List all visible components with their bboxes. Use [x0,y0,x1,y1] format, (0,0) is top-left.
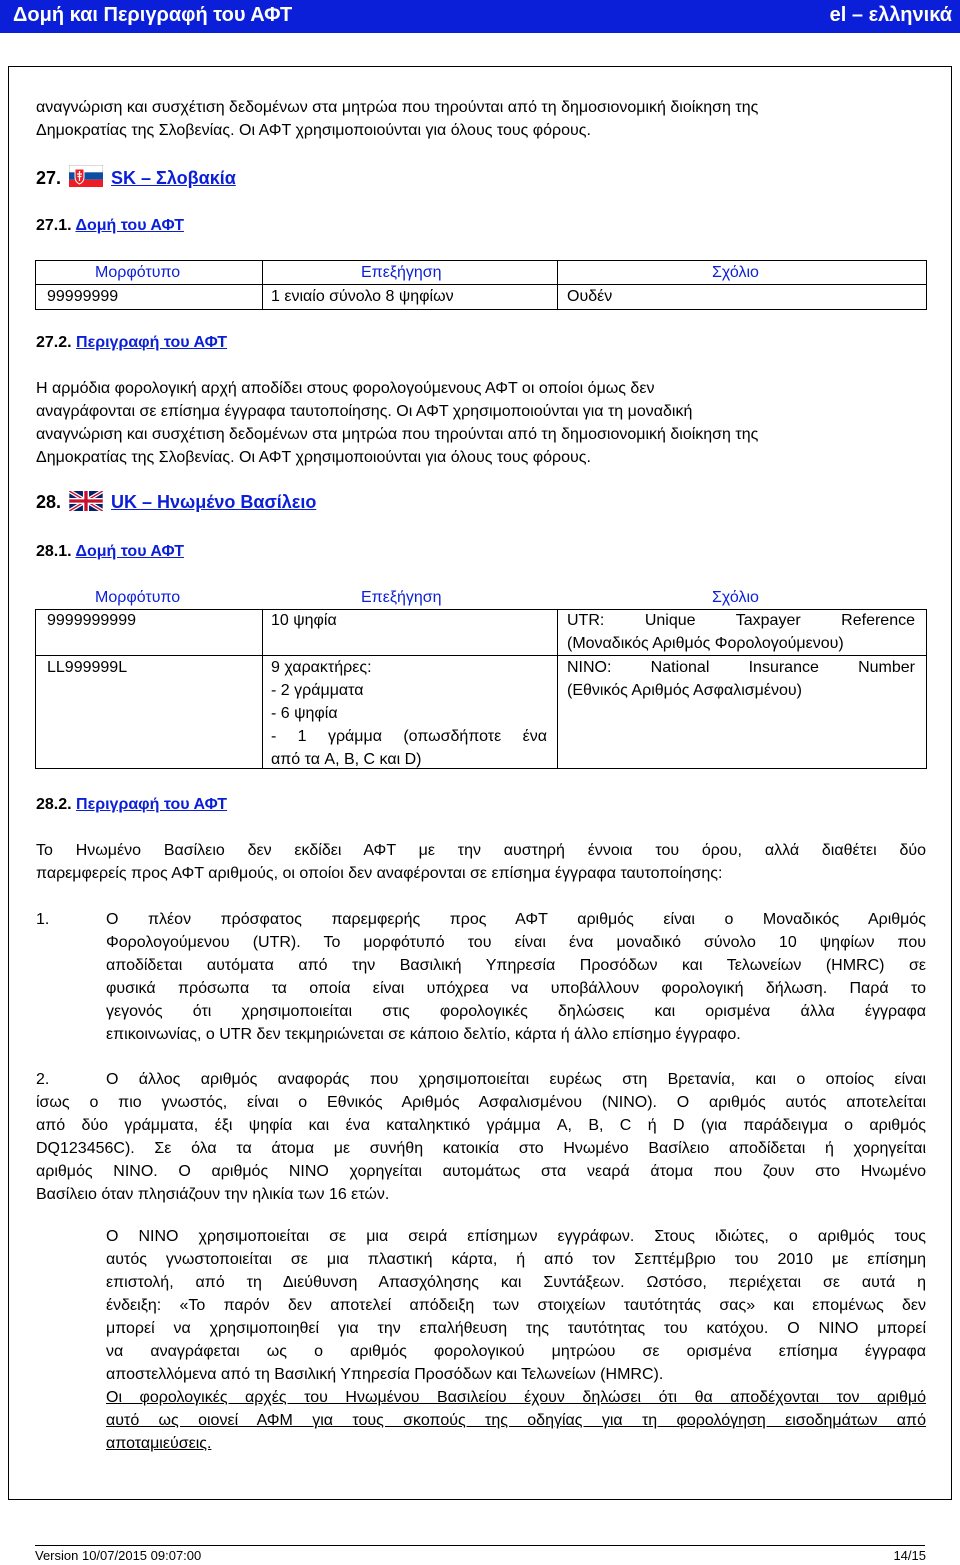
intro-line-1: αναγνώριση και συσχέτιση δεδομένων στα μητρώα που τηρούνται από τη δημοσιονομική διοίκηση της [36,99,759,116]
section-title[interactable]: SK – Σλοβακία [111,168,236,188]
table-cell-format: 99999999 [47,288,119,305]
list-number: 1. [36,911,50,928]
subsection-heading-uk-2 [36,793,227,816]
uk-savings-directive-line: αυτό ως οιονεί ΑΦΜ για τους σκοπούς της οδηγίας για τη φορολόγηση εισοδημάτων από [106,1412,926,1429]
footer-divider [35,1545,925,1546]
uk-savings-directive-line: Οι φορολογικές αρχές του Ηνωμένου Βασιλείου έχουν δηλώσει ότι θα αποδέχονται τον αριθμό [106,1389,926,1406]
subsection-heading-sk-2 [36,331,227,354]
list-item-line: Βασίλειο όταν πλησιάζουν την ηλικία των 16 ετών. [36,1186,390,1203]
uk-nino-paragraph-line: επιστολή, από τη Διεύθυνση Απασχόλησης και Συντάξεων. Ωστόσο, περιέχεται σε αυτά η [106,1274,926,1291]
footer-version: Version 10/07/2015 09:07:00 [35,1548,202,1563]
table-divider [262,609,263,768]
footer-page-number: 14/15 [893,1548,926,1563]
table-cell-explanation: από τα A, B, C και D) [271,751,422,768]
header-title: Δομή και Περιγραφή του ΑΦΤ [13,4,293,26]
uk-nino-paragraph-line: να αναγράφεται ως ο αριθμός φορολογικού μητρώου σε ορισμένα επίσημα έγγραφα [106,1343,926,1360]
list-item-line: Ο άλλος αριθμός αναφοράς που χρησιμοποιείται ευρέως στη Βρετανία, και ο οποίος είναι [106,1071,926,1088]
subsection-title[interactable]: Περιγραφή του ΑΦΤ [76,796,228,813]
table-header-comment: Σχόλιο [712,589,759,606]
intro-line-2: Δημοκρατίας της Σλοβενίας. Οι ΑΦΤ χρησιμοποιούνται για όλους τους φόρους. [36,122,591,139]
uk-nino-paragraph-line: αποστελλόμενα από τη Βασιλική Υπηρεσία Προσόδων και Τελωνείων (HMRC). [106,1366,664,1383]
list-item-line: επικοινωνίας, ο UTR δεν τεκμηριώνεται σε κάποιο δελτίο, κάρτα ή άλλο επίσημο έγγραφο. [106,1026,741,1043]
subsection-heading-uk-1 [36,540,184,563]
table-header-format: Μορφότυπο [95,264,181,281]
list-item-line: DQ123456C). Σε όλα τα άτομα με συνήθη κατοικία στο Ηνωμένο Βασίλειο αποδίδεται ή χορηγείται [36,1140,926,1157]
uk-nino-paragraph-line: μπορεί να χρησιμοποιηθεί για την επαλήθευση της ταυτότητας του κατόχου. Ο NINO μπορεί [106,1320,926,1337]
slovakia-flag-icon [69,165,103,193]
section-number: 27. [36,168,62,188]
table-divider [35,284,926,285]
section-title[interactable]: UK – Ηνωμένο Βασίλειο [111,492,317,512]
table-cell-comment: (Εθνικός Αριθμός Ασφαλισμένου) [567,682,802,699]
subsection-title[interactable]: Περιγραφή του ΑΦΤ [76,334,228,351]
table-header-explanation: Επεξήγηση [361,264,442,281]
list-item-line: αριθμός NINO. Ο αριθμός NINO χορηγείται αυτομάτως στα νεαρά άτομα που ζουν στο Ηνωμένο [36,1163,926,1180]
table-cell-explanation: - 2 γράμματα [271,682,364,699]
sk-description-line: Δημοκρατίας της Σλοβενίας. Οι ΑΦΤ χρησιμοποιούνται για όλους τους φόρους. [36,449,591,466]
list-item-line: αποδίδεται αυτόματα από την Βασιλική Υπηρεσία Προσόδων και Τελωνείων (HMRC) σε [106,957,926,974]
uk-flag-icon [69,491,103,517]
subsection-number: 27.1. [36,217,72,234]
table-cell-explanation: 9 χαρακτήρες: [271,659,372,676]
subsection-number: 28.1. [36,543,72,560]
subsection-title[interactable]: Δομή του ΑΦΤ [75,543,184,560]
subsection-heading-sk-1 [36,214,184,237]
uk-paragraph-line: Το Ηνωμένο Βασίλειο δεν εκδίδει ΑΦΤ με την αυστηρή έννοια του όρου, αλλά διαθέτει δύο [36,842,926,859]
list-item-line: Φορολογούμενου (UTR). Το μορφότυπό του είναι ένα μοναδικό σύνολο 10 ψηφίων που [106,934,926,951]
section-number: 28. [36,492,62,512]
list-item-line: γεγονός ότι χρησιμοποιείται στις φορολογικές δηλώσεις και ορισμένα άλλα έγγραφα [106,1003,926,1020]
list-item-line: φυσικά πρόσωπα τα οποία είναι υπόχρεα να υποβάλλουν φορολογική δήλωση. Παρά το [106,980,926,997]
sk-description-line: αναγράφονται σε επίσημα έγγραφα ταυτοποίησης. Οι ΑΦΤ χρησιμοποιούνται για τη μοναδική [36,403,693,420]
table-cell-comment: UTR: Unique Taxpayer Reference [567,612,915,629]
table-cell-format: 9999999999 [47,612,136,629]
section-heading-sk [36,165,236,193]
subsection-title[interactable]: Δομή του ΑΦΤ [75,217,184,234]
uk-savings-directive-line: αποταμιεύσεις. [106,1435,212,1452]
subsection-number: 27.2. [36,334,72,351]
table-cell-explanation: - 6 ψηφία [271,705,338,722]
list-item-line: ίσως ο πιο γνωστός, είναι ο Εθνικός Αριθμός Ασφαλισμένου (NINO). Ο αριθμός αυτός αποτελείται [36,1094,926,1111]
table-divider [262,260,263,309]
header-language: el – ελληνικά [829,4,952,26]
sk-description-line: Η αρμόδια φορολογική αρχή αποδίδει στους φορολογούμενους ΑΦΤ οι οποίοι όμως δεν [36,380,655,397]
uk-nino-paragraph-line: αυτός γνωστοποιείται σε μια πλαστική κάρτα, ή από τον Σεπτέμβριο του 2010 με επίσημη [106,1251,926,1268]
page-header [0,0,960,33]
list-item-line: από δύο γράμματα, έξι ψηφία και ένα καταληκτικό γράμμα A, B, C ή D (για παράδειγμα ο αριθμός [36,1117,926,1134]
table-cell-explanation: - 1 γράμμα (οπωσδήποτε ένα [271,728,547,745]
list-item-line: Ο πλέον πρόσφατος παρεμφερής προς ΑΦΤ αριθμός είναι ο Μοναδικός Αριθμός [106,911,926,928]
table-cell-comment: Ουδέν [567,288,613,305]
uk-nino-paragraph-line: ένδειξη: «Το παρόν δεν αποτελεί απόδειξη των στοιχείων ταυτότητάς σας» και επομένως δεν [106,1297,926,1314]
table-header-format: Μορφότυπο [95,589,181,606]
table-cell-comment: NINO: National Insurance Number [567,659,915,676]
subsection-number: 28.2. [36,796,72,813]
section-heading-uk [36,491,316,517]
list-number: 2. [36,1071,50,1088]
sk-description-line: αναγνώριση και συσχέτιση δεδομένων στα μητρώα που τηρούνται από τη δημοσιονομική διοίκηση της [36,426,759,443]
table-cell-comment: (Μοναδικός Αριθμός Φορολογούμενου) [567,635,844,652]
table-divider [557,609,558,768]
uk-paragraph-line: παρεμφερείς προς ΑΦΤ αριθμούς, οι οποίοι δεν αναφέρονται σε επίσημα έγγραφα ταυτοποίησης: [36,865,723,882]
table-cell-explanation: 10 ψηφία [271,612,337,629]
uk-nino-paragraph-line: Ο NINO χρησιμοποιείται σε μια σειρά επίσημων εγγράφων. Στους ιδιώτες, ο αριθμός τους [106,1228,926,1245]
table-cell-explanation: 1 ενιαίο σύνολο 8 ψηφίων [271,288,454,305]
table-header-explanation: Επεξήγηση [361,589,442,606]
table-divider [557,260,558,309]
table-cell-format: LL999999L [47,659,128,676]
table-header-comment: Σχόλιο [712,264,759,281]
